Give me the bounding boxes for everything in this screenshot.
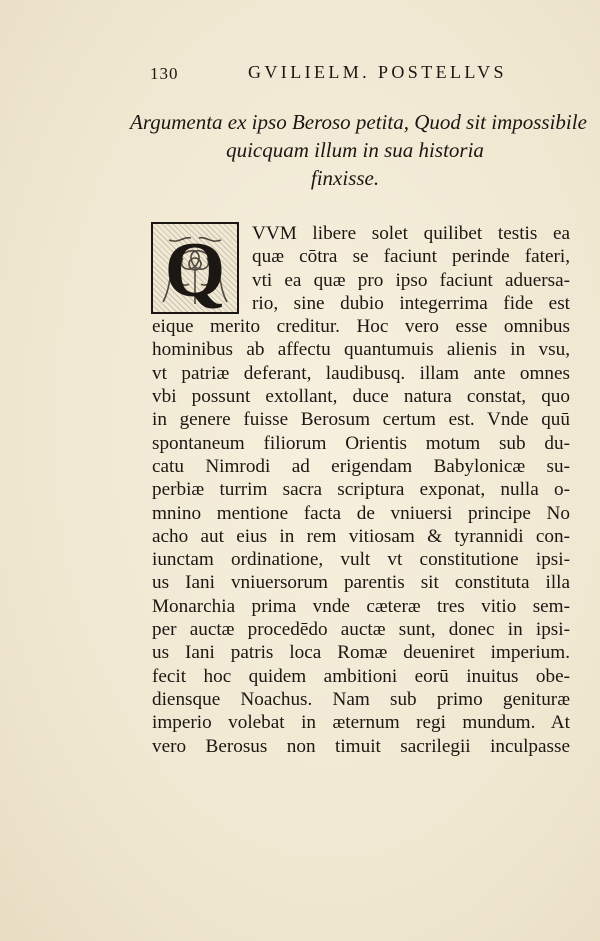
argument-heading <box>130 108 587 192</box>
text-line: iunctam ordinatione, vult vt constitutione ipsi- <box>152 549 570 571</box>
text-line: Monarchia prima vnde cæteræ tres vitio sem- <box>152 595 570 617</box>
text-line: catu Nimrodi ad erigendam Babylonicæ su- <box>152 455 570 477</box>
text-line: VVM libere solet quilibet testis ea <box>252 223 570 244</box>
page-header <box>150 62 570 86</box>
text-line: acho aut eius in rem vitiosam & tyrannidi con- <box>152 525 570 547</box>
running-head: GVILIELM. POSTELLVS <box>248 62 507 82</box>
text-line: eique merito creditur. Hoc vero esse omnibus <box>152 316 570 338</box>
text-line: vero Berosus non timuit sacrilegii inculpasse <box>152 735 570 757</box>
text-line: imperio volebat in æternum regi mundum. At <box>152 712 570 734</box>
text-line: vt patriæ deferant, laudibusq. illam ante omnes <box>152 362 570 384</box>
text-line: vti ea quæ pro ipso faciunt aduersa- <box>252 269 570 291</box>
argument-line-3: finxisse. <box>310 166 380 190</box>
text-line: fecit hoc quidem ambitioni eorū inuitus obe- <box>152 665 570 687</box>
body-text <box>152 222 570 758</box>
argument-line-2: quicquam illum in sua historia <box>226 138 484 162</box>
text-line: spontaneum filiorum Orientis motum sub du- <box>152 432 570 454</box>
initial-letter: Q <box>164 226 226 313</box>
text-line: per auctæ procedēdo auctæ sunt, donec in ipsi- <box>152 619 570 641</box>
text-line: hominibus ab affectu quantumuis alienis in vsu, <box>152 339 570 361</box>
page-number: 130 <box>150 64 179 83</box>
text-line: diensque Noachus. Nam sub primo genituræ <box>152 688 570 710</box>
text-line: rio, sine dubio integerrima fide est <box>252 292 570 314</box>
text-line: us Iani vniuersorum parentis sit constituta illa <box>152 572 570 594</box>
text-line: perbiæ turrim sacra scriptura exponat, nulla o- <box>152 479 570 501</box>
text-line: in genere fuisse Berosum certum est. Vnde quū <box>152 409 570 431</box>
text-line: us Iani patris loca Romæ deueniret imperium. <box>152 642 570 664</box>
argument-line-1: Argumenta ex ipso Beroso petita, Quod sit impossibile <box>130 110 587 134</box>
text-line: vbi possunt extollant, duce natura constat, quo <box>152 386 570 408</box>
text-line: quæ cōtra se faciunt perinde fateri, <box>252 246 570 268</box>
text-line: mnino mentione facta de vniuersi principe No <box>152 502 570 524</box>
